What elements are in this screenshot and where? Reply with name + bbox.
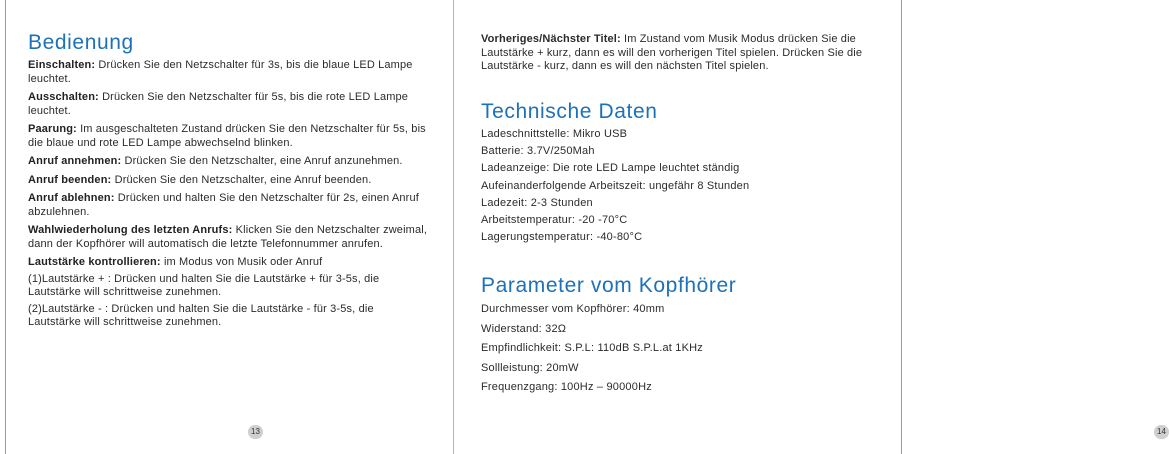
- instruction-item: [28, 303, 428, 330]
- instruction-item: [28, 256, 428, 270]
- instruction-text: Drücken Sie den Netzschalter, eine Anruf beenden.: [111, 173, 372, 186]
- instruction-text: Drücken Sie den Netzschalter, eine Anruf anzunehmen.: [121, 155, 403, 167]
- spec-item: Frequenzgang: 100Hz – 90000Hz: [481, 381, 652, 393]
- instruction-term: Vorheriges/Nächster Titel:: [481, 33, 621, 45]
- spec-item: Sollleistung: 20mW: [481, 361, 579, 374]
- headphone-parameters-list: [481, 300, 703, 398]
- instruction-item: [28, 155, 428, 169]
- instruction-text: Im ausgeschalteten Zustand drücken Sie den Netzschalter für 5s, bis die blaue und rote LED Lampe abwechselnd blinken.: [28, 123, 426, 149]
- instruction-term: Lautstärke kontrollieren:: [28, 256, 161, 268]
- page-gutter: [453, 0, 454, 454]
- instruction-item: [28, 273, 428, 300]
- instruction-item: [28, 174, 428, 188]
- spec-item: Ladeschnittstelle: Mikro USB: [481, 128, 628, 140]
- instruction-term: Anruf beenden:: [28, 173, 112, 186]
- spec-item: Widerstand: 32Ω: [481, 322, 567, 335]
- instruction-text: Klicken Sie den Netzschalter zweimal, dann der Kopfhörer will automatisch die letzte Telefonnummer anrufen.: [28, 224, 428, 250]
- instruction-term: Anruf annehmen:: [28, 155, 122, 167]
- instruction-text: (2)Lautstärke - : Drücken und halten Sie die Lautstärke - für 3-5s, die Lautstärke will schrittweise zunehmen.: [28, 302, 374, 328]
- left-page: [28, 0, 428, 454]
- spec-item: Arbeitstemperatur: -20 -70°C: [481, 214, 628, 227]
- instruction-text: Im Zustand vom Musik Modus drücken Sie die Lautstärke + kurz, dann es will den vorherigen Titel spielen. Drücken Sie die Lautstärke - kurz, dann es will den nächsten Titel spielen.: [481, 33, 863, 72]
- instruction-term: Paarung:: [28, 123, 77, 135]
- technical-data-list: [481, 126, 749, 246]
- spec-item: Lagerungstemperatur: -40-80°C: [481, 231, 643, 244]
- instruction-term: Einschalten:: [28, 59, 96, 71]
- instruction-text: (1)Lautstärke + : Drücken und halten Sie die Lautstärke + für 3-5s, die Lautstärke will schrittweise zunehmen.: [28, 272, 380, 298]
- operation-instructions: [28, 59, 428, 335]
- instruction-term: Anruf ablehnen:: [28, 192, 115, 204]
- spec-item: Ladezeit: 2-3 Stunden: [481, 196, 593, 209]
- left-page-edge: [5, 0, 6, 454]
- spec-item: Ladeanzeige: Die rote LED Lampe leuchtet ständig: [481, 162, 740, 175]
- instruction-text: Drücken Sie den Netzschalter für 3s, bis die blaue LED Lampe leuchtet.: [28, 59, 413, 85]
- instruction-text: Drücken Sie den Netzschalter für 5s, bis die rote LED Lampe leuchtet.: [28, 91, 409, 117]
- spec-item: Empfindlichkeit: S.P.L: 110dB S.P.L.at 1KHz: [481, 342, 704, 354]
- instruction-text: im Modus von Musik oder Anruf: [160, 256, 323, 268]
- page-number: 14: [1154, 425, 1169, 439]
- spec-item: Aufeinanderfolgende Arbeitszeit: ungefähr 8 Stunden: [481, 179, 750, 192]
- right-page-edge: [901, 0, 902, 454]
- headphone-parameters-heading: Parameter vom Kopfhörer: [481, 274, 737, 297]
- instruction-text: Drücken und halten Sie den Netzschalter für 2s, einen Anruf abzulehnen.: [28, 192, 419, 218]
- instruction-item: [28, 123, 428, 150]
- instruction-item: [28, 224, 428, 251]
- spec-item: Durchmesser vom Kopfhörer: 40mm: [481, 303, 665, 315]
- track-navigation-paragraph: [481, 33, 886, 74]
- instruction-item: [28, 59, 428, 86]
- instruction-term: Ausschalten:: [28, 91, 99, 103]
- instruction-item: [28, 192, 428, 219]
- operation-heading: Bedienung: [28, 31, 134, 54]
- spec-item: Batterie: 3.7V/250Mah: [481, 145, 595, 158]
- instruction-item: [28, 91, 428, 118]
- right-page: [481, 0, 1166, 454]
- instruction-item: [481, 33, 886, 74]
- instruction-term: Wahlwiederholung des letzten Anrufs:: [28, 224, 233, 236]
- technical-data-heading: Technische Daten: [481, 100, 658, 123]
- page-number: 13: [248, 425, 263, 439]
